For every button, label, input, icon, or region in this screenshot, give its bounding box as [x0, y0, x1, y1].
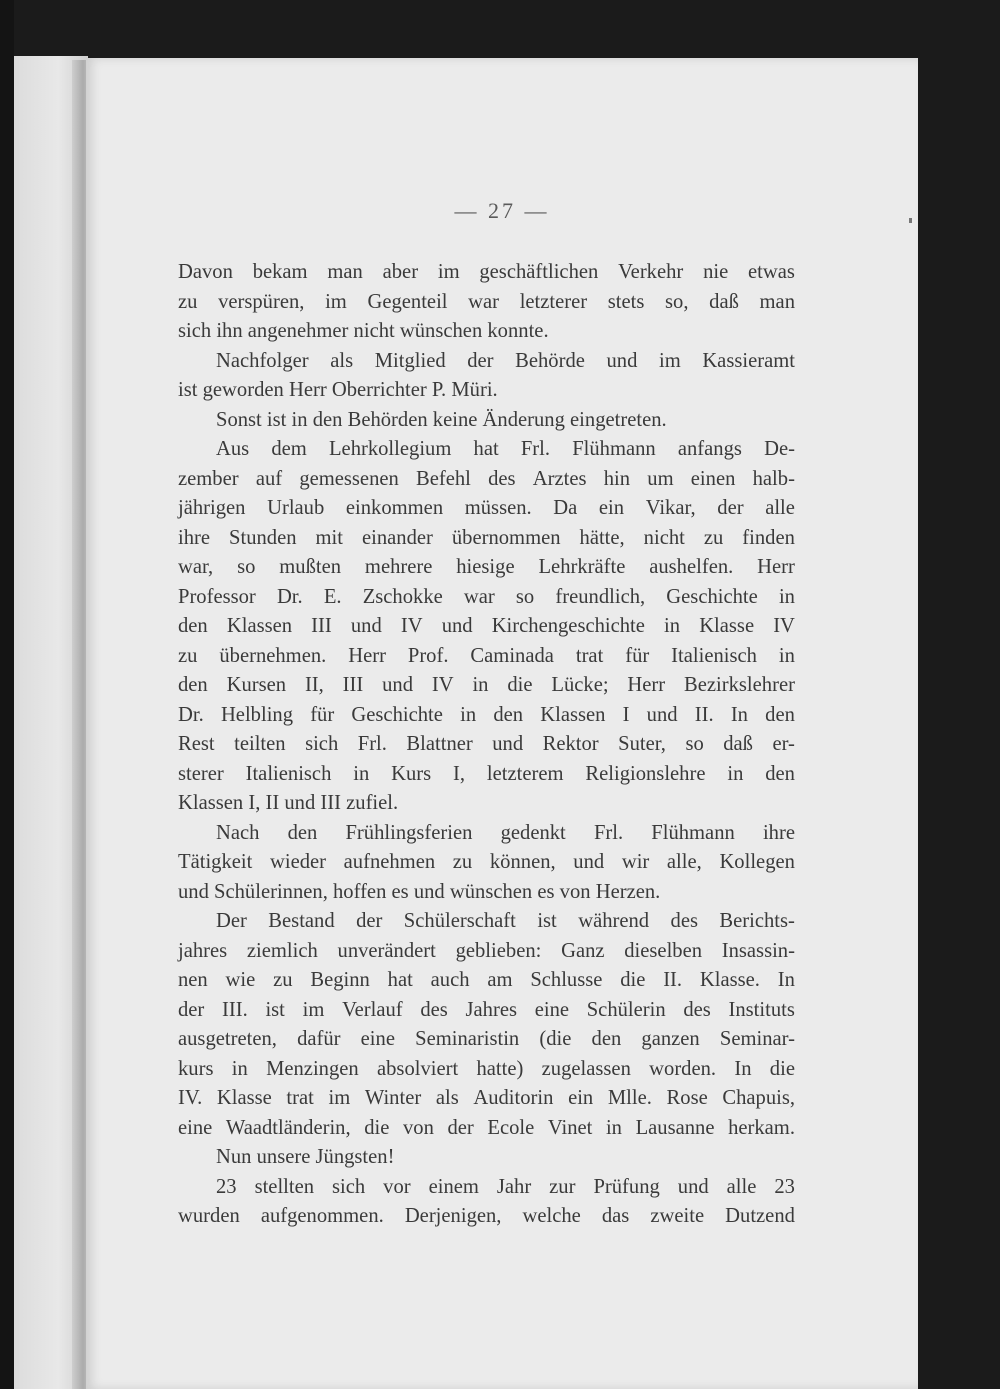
word: teilten — [234, 733, 286, 755]
word: Instituts — [728, 998, 795, 1021]
word: die — [364, 1116, 390, 1139]
word: Bestand — [268, 910, 335, 932]
word: Dr. — [178, 703, 204, 726]
word: bekam — [252, 261, 308, 283]
word: Verlauf — [342, 998, 403, 1021]
scan-border — [0, 0, 14, 1389]
word: jahres — [178, 939, 228, 962]
word: von — [402, 1116, 434, 1139]
text-line: Klassen I, II und III zufiel. — [178, 792, 399, 814]
word: Zschokke — [362, 585, 443, 608]
word: aufnehmen — [343, 851, 436, 873]
word: dafür — [297, 1028, 341, 1050]
text-line — [178, 1202, 795, 1232]
word: Religionslehre — [585, 762, 706, 785]
word: geschäftlichen — [479, 261, 599, 283]
word: Herr — [757, 556, 795, 578]
word: Herr — [348, 644, 386, 667]
word: Schlusse — [530, 969, 603, 991]
word: Davon — [178, 261, 233, 283]
word: des — [670, 910, 698, 932]
word: für — [310, 703, 335, 726]
word: mit — [315, 526, 343, 549]
word: Nach — [216, 821, 260, 844]
text-line: Nun unsere Jüngsten! — [216, 1146, 395, 1168]
word: In — [734, 1057, 752, 1080]
word: Suter, — [618, 733, 666, 755]
word: Beginn — [310, 969, 370, 991]
word: mehrere — [364, 556, 433, 578]
word: Flühmann — [572, 438, 656, 460]
word: war — [463, 585, 495, 608]
word: Geschichte — [351, 703, 443, 726]
word: trat — [286, 1087, 314, 1109]
word: zu — [273, 969, 293, 991]
word: einkommen — [345, 497, 444, 519]
word: zu — [452, 851, 473, 873]
word: den — [591, 1028, 622, 1050]
word: und — [606, 349, 638, 372]
word: und — [677, 1175, 709, 1198]
word: 23 — [216, 1175, 237, 1198]
word: des — [683, 998, 711, 1021]
word: Klassen — [540, 703, 606, 726]
word: II. — [663, 969, 683, 991]
word: IV — [400, 615, 423, 637]
word: aber — [382, 261, 419, 283]
word: ist — [265, 998, 285, 1021]
word: einem — [428, 1175, 479, 1198]
word: ihre — [178, 526, 211, 549]
word: welche — [522, 1205, 581, 1227]
word: der — [447, 1116, 474, 1139]
word: zember — [178, 467, 239, 490]
word: und — [492, 733, 524, 755]
text-line — [178, 966, 795, 996]
word: dieselben — [624, 939, 703, 962]
text-line — [178, 760, 795, 790]
word: übernehmen. — [219, 644, 327, 667]
word: geblieben: — [455, 939, 542, 962]
word: daß — [709, 290, 739, 313]
word: während — [578, 910, 650, 932]
text-line — [178, 583, 795, 613]
word: kurs — [178, 1057, 214, 1080]
word: am — [487, 969, 513, 991]
word: Klasse. — [699, 969, 760, 991]
word: E. — [323, 585, 342, 608]
word: und — [646, 703, 678, 726]
word: I — [622, 703, 630, 726]
word: den — [493, 703, 524, 726]
word: IV. — [178, 1087, 203, 1109]
text-line — [178, 1055, 795, 1085]
word: Derjenigen, — [404, 1205, 502, 1227]
word: Menzingen — [266, 1057, 359, 1080]
word: hat — [387, 969, 413, 991]
word: jährigen — [178, 497, 246, 519]
word: zur — [549, 1175, 576, 1198]
word: Rektor — [542, 733, 599, 755]
text-line — [178, 848, 795, 878]
word: sich — [332, 1175, 366, 1198]
word: so — [515, 585, 535, 608]
word: können, — [489, 851, 556, 873]
word: Flühmann — [651, 821, 735, 844]
word: Befehl — [416, 467, 471, 490]
word: im — [302, 998, 325, 1021]
text-line — [178, 1084, 795, 1114]
word: Jahr — [496, 1175, 532, 1198]
word: zu — [178, 290, 198, 313]
word: trat — [575, 644, 604, 667]
text-line — [178, 730, 795, 760]
word: alle — [726, 1175, 757, 1198]
word: Kursen — [226, 674, 287, 696]
word: II, — [304, 674, 324, 696]
word: im — [328, 1087, 351, 1109]
word: hätte, — [579, 526, 625, 549]
word: als — [435, 1087, 459, 1109]
word: Frl. — [593, 821, 624, 844]
body-text — [178, 258, 795, 1232]
word: Jahres — [465, 998, 517, 1021]
word: eine — [178, 1116, 213, 1139]
text-line — [178, 494, 795, 524]
word: Frl. — [357, 733, 387, 755]
word: stets — [607, 290, 645, 313]
word: und — [573, 851, 605, 873]
word: war — [468, 290, 500, 313]
word: ziemlich — [246, 939, 318, 962]
word: ausgetreten, — [178, 1028, 277, 1050]
word: freundlich, — [555, 585, 646, 608]
word: mußten — [279, 556, 342, 578]
word: Mlle. — [607, 1087, 652, 1109]
word: wurden — [178, 1205, 240, 1227]
word: auf — [255, 467, 283, 490]
word: wir — [621, 851, 650, 873]
page-number: — 27 — — [454, 198, 550, 223]
text-line — [178, 1173, 795, 1203]
word: I, — [453, 762, 466, 785]
word: war, — [178, 556, 214, 578]
text-line — [178, 642, 795, 672]
word: zugelassen — [541, 1057, 631, 1080]
word: Lehrkollegium — [328, 438, 452, 460]
text-line — [178, 347, 795, 377]
word: Ganz — [561, 939, 605, 962]
word: hatte) — [476, 1057, 524, 1080]
word: Schülerin — [586, 998, 666, 1021]
word: Insassin- — [721, 939, 795, 962]
word: Blattner — [406, 733, 473, 755]
word: Schülerschaft — [403, 910, 516, 932]
text-line — [178, 1114, 795, 1144]
word: Chapuis, — [722, 1087, 795, 1109]
text-line — [178, 288, 795, 318]
word: als — [330, 349, 354, 372]
word: aushelfen. — [649, 556, 734, 578]
word: das — [601, 1205, 630, 1227]
word: alle — [765, 497, 795, 519]
text-line — [178, 435, 795, 465]
text-line — [178, 819, 795, 849]
word: Rest — [178, 733, 215, 755]
word: den — [765, 762, 795, 785]
word: den — [178, 674, 208, 696]
word: zu — [703, 526, 724, 549]
word: Kurs — [391, 762, 432, 785]
word: In — [730, 703, 748, 726]
word: in — [472, 674, 489, 696]
word: der — [717, 497, 744, 519]
text-line — [178, 937, 795, 967]
word: die — [507, 674, 533, 696]
word: hin — [603, 467, 631, 490]
word: Nachfolger — [216, 349, 309, 372]
word: nicht — [643, 526, 685, 549]
word: Da — [553, 497, 578, 519]
word: der — [178, 998, 205, 1021]
word: wieder — [269, 851, 327, 873]
word: IV — [773, 615, 795, 637]
word: Behörde — [515, 349, 585, 372]
word: in — [231, 1057, 248, 1080]
word: hat — [473, 438, 499, 460]
word: eine — [534, 998, 570, 1021]
word: ein — [598, 497, 625, 519]
word: auch — [430, 969, 470, 991]
word: gedenkt — [500, 821, 566, 844]
word: für — [625, 644, 650, 667]
word: daß — [723, 733, 753, 755]
text-line — [178, 1025, 795, 1055]
word: Italienisch — [671, 644, 757, 667]
text-line — [178, 671, 795, 701]
word: finden — [742, 526, 795, 549]
word: etwas — [748, 261, 795, 283]
word: ihre — [762, 821, 795, 844]
word: zu — [178, 644, 198, 667]
word: der — [356, 910, 383, 932]
word: III — [342, 674, 364, 696]
word: Lausanne — [635, 1116, 715, 1139]
word: des — [420, 998, 448, 1021]
text-line: Sonst ist in den Behörden keine Änderung eingetreten. — [216, 408, 667, 431]
word: halb- — [752, 467, 795, 490]
word: letzterem — [486, 762, 564, 785]
word: In — [777, 969, 795, 991]
word: Mitglied — [374, 349, 446, 372]
word: um — [647, 467, 674, 490]
word: Arztes — [532, 467, 587, 490]
word: Klasse — [216, 1087, 272, 1109]
word: und — [350, 615, 382, 637]
word: Stunden — [229, 526, 297, 549]
word: in — [778, 585, 795, 608]
word: im — [325, 290, 347, 313]
word: und — [382, 674, 413, 696]
word: Prof. — [407, 644, 449, 667]
text-line: sich ihn angenehmer nicht wünschen konnte. — [178, 320, 549, 342]
word: Rose — [666, 1087, 708, 1109]
word: Herr — [627, 674, 666, 696]
word: Geschichte — [666, 585, 758, 608]
word: dem — [271, 438, 307, 460]
word: Lehrkräfte — [538, 556, 626, 578]
word: Seminar- — [719, 1028, 795, 1050]
text-line: und Schülerinnen, hoffen es und wünschen es von Herzen. — [178, 880, 661, 903]
text-line — [178, 996, 795, 1026]
word: so — [685, 733, 704, 755]
word: Gegenteil — [367, 290, 448, 313]
word: unverändert — [337, 939, 436, 962]
word: die — [769, 1057, 795, 1080]
word: Aus — [216, 438, 250, 460]
word: ein — [568, 1087, 594, 1109]
word: Ecole — [487, 1116, 535, 1139]
word: Vinet — [547, 1116, 593, 1139]
word: Auditorin — [473, 1087, 554, 1109]
word: eine — [360, 1028, 395, 1050]
word: Italienisch — [245, 762, 332, 785]
word: die — [620, 969, 646, 991]
text-line — [178, 612, 795, 642]
word: Urlaub — [267, 497, 325, 519]
word: Vikar, — [645, 497, 696, 519]
word: man — [327, 261, 363, 283]
text-line — [178, 258, 795, 288]
word: vor — [383, 1175, 411, 1198]
word: den — [178, 615, 208, 637]
word: Frühlingsferien — [345, 821, 473, 844]
word: ganzen — [641, 1028, 700, 1050]
text-line: ist geworden Herr Oberrichter P. Müri. — [178, 379, 498, 401]
text-line — [178, 701, 795, 731]
word: II. — [694, 703, 714, 726]
word: in — [605, 1116, 622, 1139]
book-page — [86, 58, 918, 1389]
word: IV — [431, 674, 454, 696]
word: Professor — [178, 585, 256, 608]
word: Prüfung — [593, 1175, 660, 1198]
word: in — [664, 615, 681, 637]
word: herkam. — [728, 1116, 795, 1139]
word: III. — [222, 998, 248, 1021]
word: Kirchengeschichte — [491, 615, 645, 637]
word: hiesige — [456, 556, 515, 578]
word: in — [778, 644, 795, 667]
word: Tätigkeit — [178, 851, 253, 873]
word: Berichts- — [719, 910, 795, 932]
word: übernommen — [451, 526, 561, 549]
text-line — [178, 907, 795, 937]
word: (die — [539, 1028, 572, 1050]
word: im — [437, 261, 460, 283]
word: anfangs — [677, 438, 742, 460]
word: Kollegen — [719, 851, 795, 873]
word: absolviert — [377, 1057, 459, 1080]
word: aufgenommen. — [260, 1205, 384, 1227]
text-line — [178, 553, 795, 583]
text-line — [178, 465, 795, 495]
word: so — [237, 556, 256, 578]
word: Winter — [364, 1087, 422, 1109]
word: einen — [690, 467, 736, 490]
word: nen — [178, 969, 208, 991]
word: Klassen — [226, 615, 293, 637]
word: in — [460, 703, 477, 726]
word: müssen. — [464, 497, 532, 519]
word: 23 — [774, 1175, 795, 1198]
word: den — [765, 703, 795, 726]
word: und — [441, 615, 473, 637]
word: Frl. — [520, 438, 551, 460]
word: Lücke; — [551, 674, 609, 696]
word: ist — [537, 910, 557, 932]
word: alle, — [666, 851, 702, 873]
word: er- — [772, 733, 795, 755]
word: Der — [216, 910, 247, 932]
word: in — [727, 762, 744, 785]
word: Waadtländerin, — [225, 1116, 351, 1139]
word: im — [658, 349, 681, 372]
word: Bezirkslehrer — [684, 674, 795, 696]
word: worden. — [649, 1057, 717, 1080]
word: Seminaristin — [415, 1028, 520, 1050]
word: Kassieramt — [702, 349, 795, 372]
word: so, — [665, 290, 689, 313]
word: einander — [361, 526, 433, 549]
word: Dr. — [276, 585, 303, 608]
word: Dutzend — [725, 1205, 795, 1227]
word: man — [759, 290, 795, 313]
word: den — [287, 821, 318, 844]
word: stellten — [254, 1175, 315, 1198]
word: wie — [225, 969, 256, 991]
word: der — [467, 349, 494, 372]
word: Verkehr — [618, 261, 684, 283]
word: in — [353, 762, 370, 785]
word: letzterer — [519, 290, 588, 313]
word: verspüren, — [218, 290, 305, 313]
word: zweite — [650, 1205, 705, 1227]
text-line — [178, 524, 795, 554]
word: III — [311, 615, 332, 637]
word: De- — [764, 438, 795, 460]
word: sterer — [178, 762, 224, 785]
word: Helbling — [220, 703, 294, 726]
word: des — [488, 467, 516, 490]
word: nie — [703, 261, 729, 283]
word: gemessenen — [299, 467, 399, 490]
word: sich — [305, 733, 339, 755]
word: Caminada — [470, 644, 554, 667]
word: Klasse — [699, 615, 755, 637]
